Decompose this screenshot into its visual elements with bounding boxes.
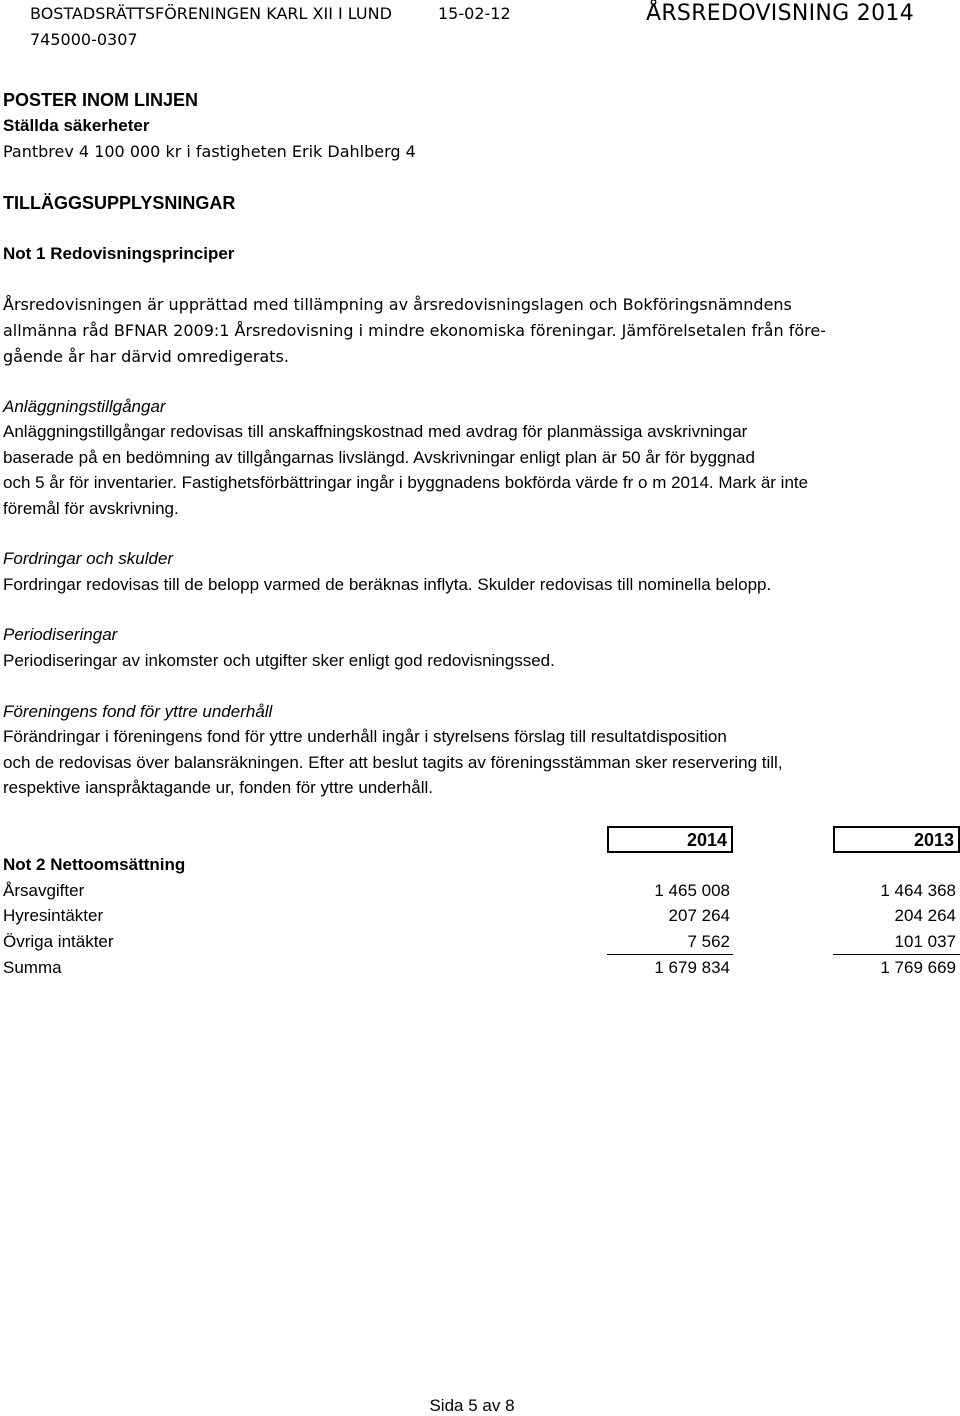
section-line: och de redovisas över balansräkningen. Efter att beslut tagits av föreningsstämman sker reservering till, — [3, 753, 783, 772]
table-row-label: Årsavgifter — [3, 881, 85, 900]
section-title-fixed-assets: Anläggningstillgångar — [3, 397, 166, 416]
poster-subheading: Ställda säkerheter — [3, 116, 150, 135]
table-cell-2013: 204 264 — [894, 906, 956, 925]
section-line: och 5 år för inventarier. Fastighetsförbättringar ingår i byggnadens bokförda värde fr o m 2014. Mark är inte — [3, 473, 809, 492]
section-line: Periodiseringar av inkomster och utgifter sker enligt god redovisningssed. — [3, 651, 555, 670]
report-date: 15-02-12 — [438, 4, 511, 23]
note1-line: allmänna råd BFNAR 2009:1 Årsredovisning i mindre ekonomiska föreningar. Jämförelsetalen från före- — [3, 321, 826, 340]
section-line: Anläggningstillgångar redovisas till anskaffningskostnad med avdrag för planmässiga avskrivningar — [3, 422, 748, 441]
org-number: 745000-0307 — [30, 30, 138, 49]
section-title-accruals: Periodiseringar — [3, 625, 118, 644]
table-cell-2013: 1 464 368 — [880, 881, 956, 900]
table-cell-2014: 1 465 008 — [654, 881, 730, 900]
note1-title: Not 1 Redovisningsprinciper — [3, 244, 235, 263]
section-line: Förändringar i föreningens fond för yttre underhåll ingår i styrelsens förslag till resultatdisposition — [3, 727, 727, 746]
section-title-maintenance-fund: Föreningens fond för yttre underhåll — [3, 702, 273, 721]
year-header-2014: 2014 — [607, 826, 733, 853]
table-cell-2014: 1 679 834 — [654, 958, 730, 977]
table-row-label: Hyresintäkter — [3, 906, 104, 925]
table-row-label: Övriga intäkter — [3, 932, 114, 951]
section-line: baserade på en bedömning av tillgångarnas livslängd. Avskrivningar enligt plan är 50 år för byggnad — [3, 448, 755, 467]
note1-line: gående år har därvid omredigerats. — [3, 347, 289, 366]
sum-underline-2014 — [607, 954, 733, 955]
page-number: Sida 5 av 8 — [429, 1396, 515, 1415]
section-line: respektive ianspråktagande ur, fonden för yttre underhåll. — [3, 778, 433, 797]
section-title-receivables: Fordringar och skulder — [3, 549, 174, 568]
poster-text: Pantbrev 4 100 000 kr i fastigheten Erik Dahlberg 4 — [3, 142, 416, 161]
table-cell-2013: 1 769 669 — [880, 958, 956, 977]
table-cell-2013: 101 037 — [894, 932, 956, 951]
table-cell-2014: 7 562 — [687, 932, 730, 951]
note2-title: Not 2 Nettoomsättning — [3, 855, 186, 874]
poster-heading: POSTER INOM LINJEN — [3, 90, 199, 110]
year-header-2013: 2013 — [833, 826, 960, 853]
page-header — [0, 0, 960, 60]
document-title: ÅRSREDOVISNING 2014 — [646, 1, 914, 26]
section-line: föremål för avskrivning. — [3, 499, 179, 518]
note1-line: Årsredovisningen är upprättad med tillämpning av årsredovisningslagen och Bokföringsnämndens — [3, 295, 792, 314]
table-row-label: Summa — [3, 958, 62, 977]
supplementary-heading: TILLÄGGSUPPLYSNINGAR — [3, 193, 236, 213]
org-name: BOSTADSRÄTTSFÖRENINGEN KARL XII I LUND — [30, 4, 392, 23]
table-cell-2014: 207 264 — [668, 906, 730, 925]
sum-underline-2013 — [833, 954, 960, 955]
section-line: Fordringar redovisas till de belopp varmed de beräknas inflyta. Skulder redovisas till nominella belopp. — [3, 575, 772, 594]
